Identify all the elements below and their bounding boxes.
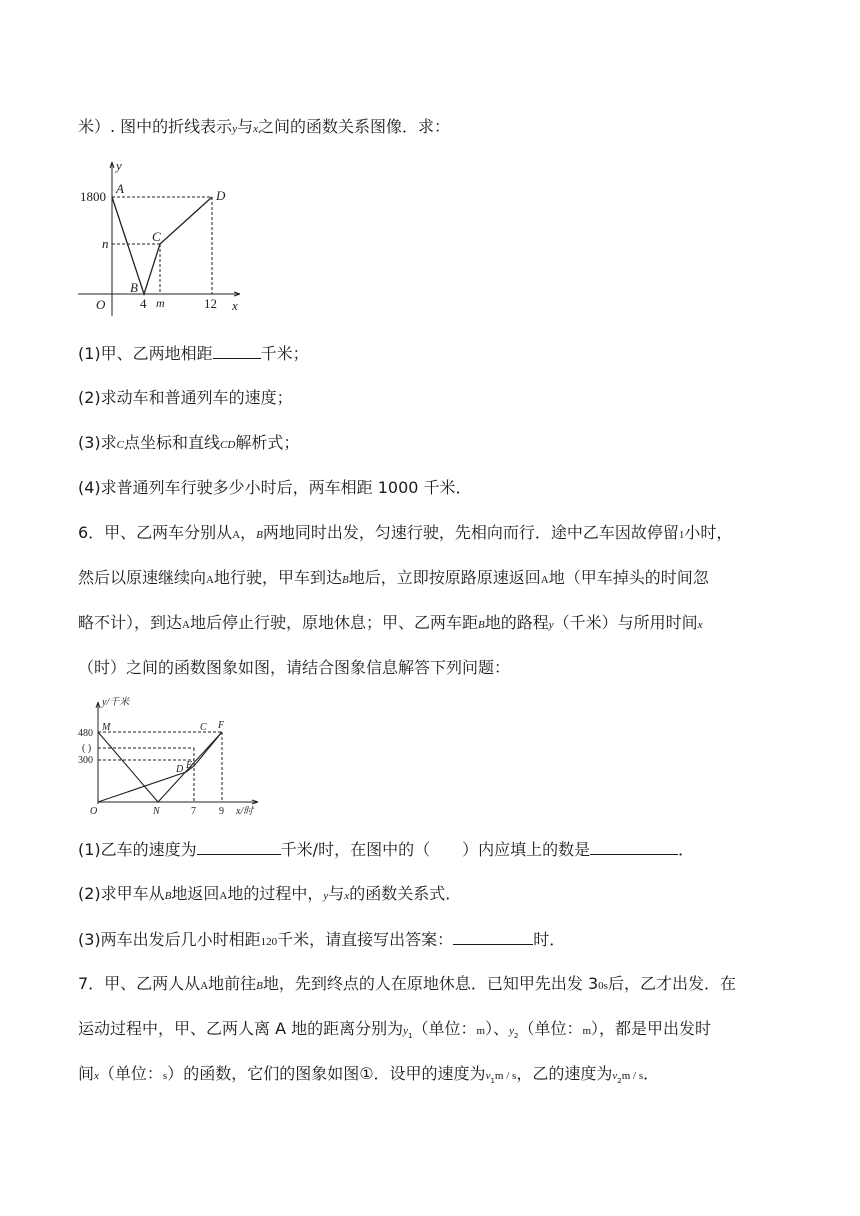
var-C: C	[116, 439, 125, 451]
text: 6．甲、乙两车分别从	[78, 523, 233, 542]
var-A: A	[219, 890, 228, 902]
var-y: y	[403, 1025, 409, 1037]
point-D: D	[216, 188, 226, 203]
graph1-polyline	[112, 197, 212, 294]
var-A: A	[200, 980, 209, 992]
car-b-line	[98, 732, 222, 802]
text: 的函数关系式．	[349, 884, 462, 903]
point-D: D	[176, 764, 184, 775]
var-B: B	[341, 574, 349, 586]
x-tick-m: m	[156, 296, 165, 310]
subscript: 1	[490, 1077, 495, 1086]
point-C: C	[200, 722, 207, 733]
text: 千米/时，在图中的（ ）内应填上的数是	[280, 840, 591, 859]
q6-line-d	[78, 657, 510, 679]
text: 千米，请直接写出答案：	[277, 930, 454, 949]
point-F: F	[218, 720, 225, 731]
q5-part3	[78, 432, 299, 456]
text: 间	[78, 1064, 95, 1083]
q5-part4	[78, 477, 472, 499]
var-v: v	[612, 1070, 618, 1082]
y-axis-label: y	[116, 158, 122, 173]
text: 地后停止行驶，原地休息；甲、乙两车距	[189, 613, 478, 632]
point-M: M	[102, 722, 111, 733]
q5-part1	[78, 342, 309, 365]
text: （单位：	[518, 1019, 583, 1038]
var-B: B	[477, 619, 485, 631]
text: 地行驶，甲车到达	[213, 568, 342, 587]
text: ）、	[485, 1019, 510, 1038]
var-v: v	[485, 1070, 491, 1082]
text: 千米；	[260, 344, 309, 363]
q6-part3	[78, 928, 565, 953]
var-y: y	[232, 123, 238, 135]
q6-line-a	[78, 522, 732, 546]
unit-m: m	[582, 1025, 592, 1037]
var-B: B	[164, 890, 172, 902]
text: 小时，	[684, 523, 733, 542]
text: 之间的函数关系图像．求：	[257, 117, 450, 136]
text: 与	[237, 117, 254, 136]
point-C: C	[152, 229, 161, 244]
text: 地，先到终点的人在原地休息．已知甲先出发 3	[262, 974, 599, 993]
graph-1	[74, 156, 249, 322]
text: 两地同时出发，匀速行驶，先相向而行．途中乙车因故停留	[262, 523, 679, 542]
q6-part2	[78, 883, 461, 907]
car-a-line	[98, 732, 222, 802]
var-y: y	[509, 1025, 514, 1037]
text: (1)乙车的速度为	[78, 840, 197, 859]
y-tick-blank: ( )	[82, 743, 92, 754]
text: 地（甲车掉头的时间忽	[548, 568, 709, 587]
var-A: A	[206, 574, 214, 586]
answer-blank[interactable]	[453, 928, 533, 945]
text: 米）. 图中的折线表示	[78, 117, 233, 136]
text: 然后以原速继续向	[78, 568, 207, 587]
subscript: 2	[513, 1032, 519, 1041]
text: (4)求普通列车行驶多少小时后，两车相距 1000 千米．	[78, 478, 472, 497]
text: ．	[643, 1064, 660, 1083]
y-tick-1800: 1800	[80, 189, 106, 204]
x-tick-7: 7	[191, 806, 196, 817]
answer-blank[interactable]	[197, 838, 281, 855]
text: (3)求	[78, 433, 117, 452]
subscript: 1	[408, 1032, 413, 1041]
var-CD: CD	[220, 439, 236, 451]
text: （千米）与所用时间	[553, 613, 698, 632]
text: ，	[240, 523, 257, 542]
var-x: x	[697, 619, 703, 631]
var-x: x	[94, 1070, 99, 1082]
x-axis-label: x/时	[236, 806, 254, 817]
subscript: 2	[617, 1077, 622, 1086]
y-axis-label: y/千米	[102, 697, 130, 708]
point-A: A	[116, 181, 124, 196]
text: (2)求动车和普通列车的速度；	[78, 388, 293, 407]
text: (1)甲、乙两地相距	[78, 344, 213, 363]
text: 与	[328, 884, 345, 903]
y-tick-480: 480	[78, 728, 93, 739]
q7-line-b	[78, 1018, 711, 1047]
var-x: x	[344, 890, 350, 902]
q7-line-a	[78, 973, 736, 997]
var-y: y	[548, 619, 554, 631]
var-y: y	[323, 890, 329, 902]
var-A: A	[540, 574, 549, 586]
unit-s: 0s	[598, 980, 608, 992]
graph-2	[76, 692, 266, 820]
x-tick-12: 12	[204, 296, 217, 311]
y-tick-n: n	[102, 236, 109, 251]
intro-line	[78, 116, 450, 140]
point-E: E	[186, 760, 193, 771]
x-axis-label: x	[232, 298, 238, 313]
text: (2)求甲车从	[78, 884, 165, 903]
origin-label: O	[90, 806, 98, 817]
x-tick-4: 4	[140, 296, 147, 311]
text: 点坐标和直线	[124, 433, 221, 452]
text: （单位：	[412, 1019, 477, 1038]
text: 地返回	[171, 884, 220, 903]
text: 运动过程中，甲、乙两人离 A 地的距离分别为	[78, 1019, 404, 1038]
var-A: A	[182, 619, 190, 631]
q5-part2	[78, 387, 293, 409]
var-B: B	[256, 980, 263, 992]
text: （时）之间的函数图象如图，请结合图象信息解答下列问题：	[78, 658, 511, 677]
text: 地的过程中，	[227, 884, 324, 903]
text: 时．	[533, 930, 566, 949]
text: ），都是甲出发时	[591, 1019, 712, 1038]
var-A: A	[232, 529, 241, 541]
text: （单位：	[98, 1064, 163, 1083]
text: 解析式；	[235, 433, 300, 452]
origin-label: O	[96, 297, 106, 312]
text: 地后，立即按原路原速返回	[348, 568, 541, 587]
text: 地前往	[208, 974, 257, 993]
y-tick-300: 300	[78, 755, 93, 766]
point-B: B	[130, 280, 138, 295]
q6-part1	[78, 838, 694, 861]
text: 后，乙才出发．在	[607, 974, 736, 993]
var-B: B	[256, 529, 263, 541]
answer-blank[interactable]	[590, 838, 678, 855]
x-point-N: N	[153, 806, 160, 817]
x-tick-9: 9	[219, 806, 224, 817]
text: (3)两车出发后几小时相距	[78, 930, 261, 949]
q7-line-c	[78, 1063, 659, 1092]
num-120: 120	[260, 936, 278, 948]
unit-m: m	[476, 1025, 486, 1037]
var-x: x	[253, 123, 258, 135]
text: 略不计），到达	[78, 613, 183, 632]
num-1: 1	[678, 529, 685, 541]
text: ，乙的速度为	[516, 1064, 613, 1083]
text: 地的路程	[484, 613, 549, 632]
unit-s: s	[162, 1070, 168, 1082]
answer-blank[interactable]	[213, 342, 261, 359]
text: ．	[678, 840, 695, 859]
text: 7．甲、乙两人从	[78, 974, 201, 993]
q6-line-c	[78, 612, 703, 636]
unit-mps: m / s	[494, 1070, 517, 1082]
unit-mps: m / s	[621, 1070, 644, 1082]
q6-line-b	[78, 567, 709, 591]
text: ）的函数，它们的图象如图①．设甲的速度为	[167, 1064, 486, 1083]
